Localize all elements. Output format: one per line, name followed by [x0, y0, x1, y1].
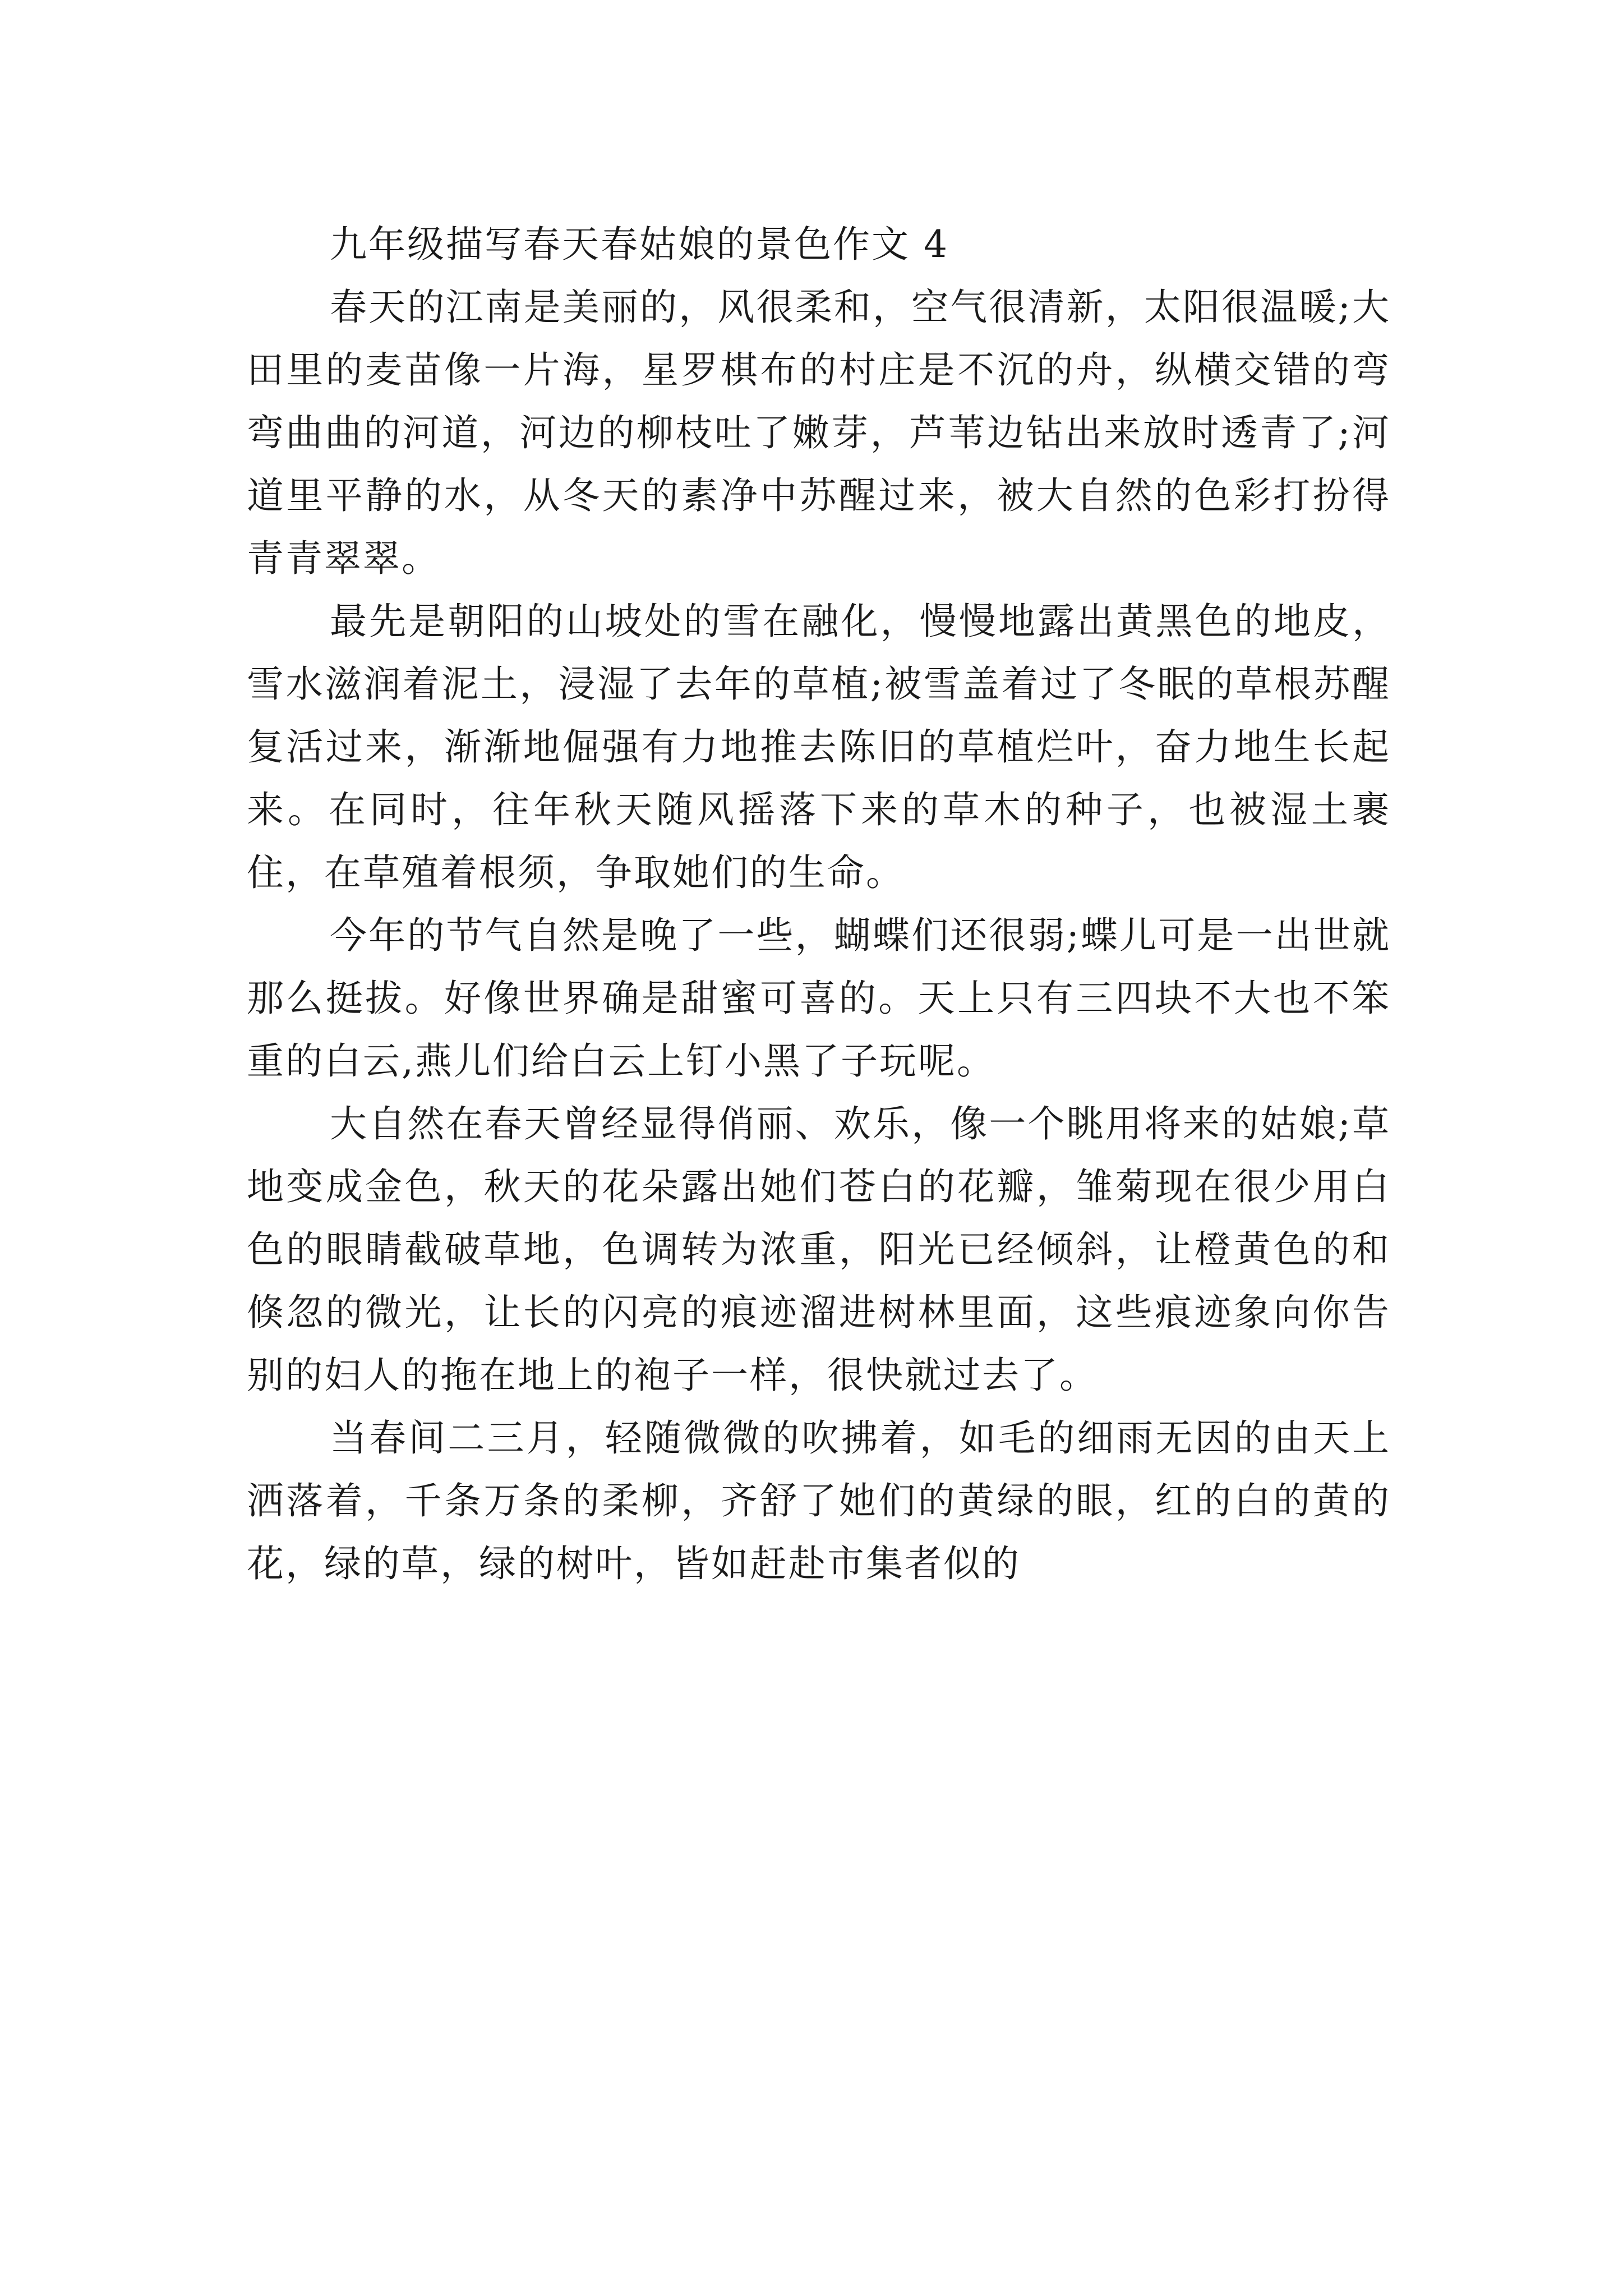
paragraph-1: 春天的江南是美丽的，风很柔和，空气很清新，太阳很温暖;大田里的麦苗像一片海，星罗棋布的村庄是不沉的舟，纵横交错的弯弯曲曲的河道，河边的柳枝吐了嫩芽，芦苇边钻出来放时透青了;河道里平静的水，从冬天的素净中苏醒过来，被大自然的色彩打扮得青青翠翠。	[247, 286, 1391, 580]
document-body	[247, 213, 1391, 1595]
essay-title: 九年级描写春天春姑娘的景色作文 4	[330, 223, 949, 266]
paragraph-3: 今年的节气自然是晚了一些，蝴蝶们还很弱;蝶儿可是一出世就那么挺拔。好像世界确是甜蜜可喜的。天上只有三四块不大也不笨重的白云,燕儿们给白云上钉小黑了子玩呢。	[247, 914, 1391, 1083]
paragraph-5: 当春间二三月，轻随微微的吹拂着，如毛的细雨无因的由天上洒落着，千条万条的柔柳，齐舒了她们的黄绿的眼，红的白的黄的花，绿的草，绿的树叶，皆如赶赴市集者似的	[247, 1416, 1391, 1585]
paragraph-4: 大自然在春天曾经显得俏丽、欢乐，像一个眺用将来的姑娘;草地变成金色，秋天的花朵露出她们苍白的花瓣，雏菊现在很少用白色的眼睛截破草地，色调转为浓重，阳光已经倾斜，让橙黄色的和倏忽的微光，让长的闪亮的痕迹溜进树林里面，这些痕迹象向你告别的妇人的拖在地上的袍子一样，很快就过去了。	[247, 1102, 1391, 1397]
paragraph-2: 最先是朝阳的山坡处的雪在融化，慢慢地露出黄黑色的地皮，雪水滋润着泥土，浸湿了去年的草植;被雪盖着过了冬眠的草根苏醒复活过来，渐渐地倔强有力地推去陈旧的草植烂叶，奋力地生长起来。在同时，往年秋天随风摇落下来的草木的种子，也被湿土裹住，在草殖着根须，争取她们的生命。	[247, 600, 1391, 894]
